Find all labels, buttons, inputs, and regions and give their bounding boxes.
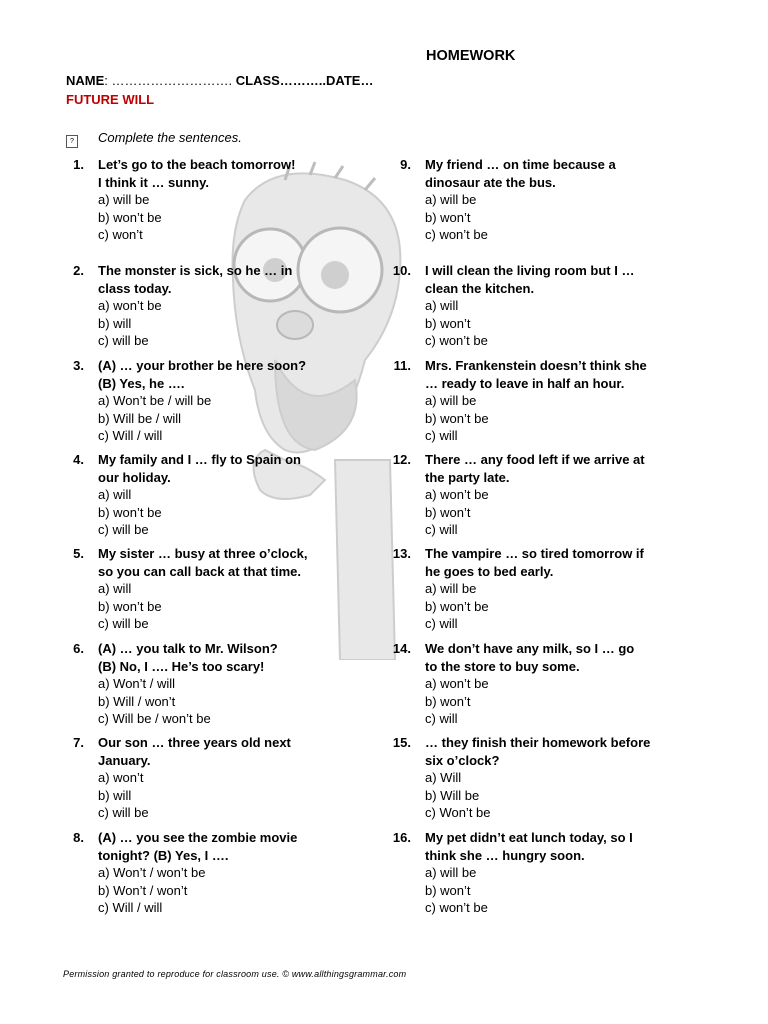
answer-option: b) won’t be — [425, 598, 489, 614]
answer-option: c) won’t — [98, 227, 143, 242]
answer-option: c) will be — [98, 333, 149, 348]
question-stem-line: I will clean the living room but I … — [425, 263, 635, 278]
question-stem-line: There … any food left if we arrive at — [425, 452, 645, 467]
answer-option: c) Won’t be — [425, 805, 491, 820]
answer-option: c) Will / will — [98, 428, 163, 443]
question-item — [73, 734, 328, 822]
question-stem-line: January. — [98, 752, 151, 768]
answer-option: a) will — [98, 581, 132, 596]
answer-option: b) won’t be — [98, 598, 162, 614]
answer-option: b) won’t be — [425, 410, 489, 426]
question-stem-line: the party late. — [425, 469, 510, 485]
question-stem-line: to the store to buy some. — [425, 658, 580, 674]
answer-option: c) will be — [98, 522, 149, 537]
question-stem-line: he goes to bed early. — [425, 563, 554, 579]
question-number: 4. — [73, 452, 84, 467]
question-number: 9. — [400, 157, 411, 172]
question-stem-line: class today. — [98, 280, 172, 296]
answer-option: c) won’t be — [425, 227, 488, 242]
answer-option: a) won’t be — [425, 487, 489, 502]
answer-option: b) won’t — [425, 882, 471, 898]
question-stem-line: (A) … you see the zombie movie — [98, 830, 298, 845]
question-stem-line: Let’s go to the beach tomorrow! — [98, 157, 296, 172]
answer-option: c) will — [425, 522, 458, 537]
question-stem-line: My family and I … fly to Spain on — [98, 452, 301, 467]
question-item — [73, 829, 328, 917]
question-stem-line: six o’clock? — [425, 752, 500, 768]
answer-option: b) Will be / will — [98, 410, 182, 426]
answer-option: b) will — [98, 315, 132, 331]
answer-option: a) will be — [425, 393, 477, 408]
checkbox-icon: ? — [66, 135, 78, 148]
question-stem-line: clean the kitchen. — [425, 280, 535, 296]
answer-option: a) will be — [425, 865, 477, 880]
question-item — [392, 545, 675, 633]
question-item — [393, 357, 675, 445]
answer-option: a) Will — [425, 770, 462, 785]
question-stem-line: (B) Yes, he …. — [98, 375, 185, 391]
question-item — [73, 262, 328, 350]
question-item — [400, 156, 675, 244]
question-stem-line: our holiday. — [98, 469, 171, 485]
question-stem-line: tonight? (B) Yes, I …. — [98, 847, 229, 863]
question-number: 7. — [73, 735, 84, 750]
instructions-text: Complete the sentences. — [98, 130, 242, 145]
name-class-date-line — [66, 73, 373, 88]
answer-option: a) won’t — [98, 770, 144, 785]
answer-option: a) Won’t / will — [98, 676, 176, 691]
question-stem-line: The vampire … so tired tomorrow if — [425, 546, 644, 561]
answer-option: c) will — [425, 428, 458, 443]
answer-option: b) Will be — [425, 787, 480, 803]
answer-option: a) Won’t be / will be — [98, 393, 212, 408]
question-item — [392, 262, 675, 350]
question-item — [392, 451, 675, 539]
instructions — [66, 130, 242, 148]
answer-option: c) will be — [98, 805, 149, 820]
answer-option: c) will — [425, 711, 458, 726]
answer-option: c) will — [425, 616, 458, 631]
question-item — [73, 357, 328, 445]
question-stem-line: (A) … you talk to Mr. Wilson? — [98, 641, 278, 656]
question-stem-line: … they finish their homework before — [425, 735, 651, 750]
question-stem-line: (B) No, I …. He’s too scary! — [98, 658, 265, 674]
footer-permission: Permission granted to reproduce for classroom use. © www.allthingsgrammar.com — [63, 969, 407, 979]
question-item — [392, 640, 675, 728]
answer-option: b) Will / won’t — [98, 693, 176, 709]
question-number: 13. — [392, 546, 411, 561]
question-number: 14. — [392, 641, 411, 656]
name-label: NAME — [66, 73, 105, 88]
answer-option: c) won’t be — [425, 333, 488, 348]
answer-option: c) Will be / won’t be — [98, 711, 211, 726]
answer-option: c) won’t be — [425, 900, 488, 915]
page-title: HOMEWORK — [426, 48, 516, 64]
answer-option: a) will — [98, 487, 132, 502]
question-number: 6. — [73, 641, 84, 656]
question-number: 15. — [392, 735, 411, 750]
answer-option: a) will — [425, 298, 459, 313]
question-stem-line: Mrs. Frankenstein doesn’t think she — [425, 358, 647, 373]
question-stem-line: think she … hungry soon. — [425, 847, 585, 863]
question-stem-line: We don’t have any milk, so I … go — [425, 641, 635, 656]
question-number: 12. — [392, 452, 411, 467]
answer-option: c) Will / will — [98, 900, 163, 915]
question-number: 16. — [392, 830, 411, 845]
question-number: 11. — [393, 358, 411, 373]
answer-option: a) will be — [98, 192, 150, 207]
question-number: 8. — [73, 830, 84, 845]
question-stem-line: Our son … three years old next — [98, 735, 291, 750]
answer-option: b) Won’t / won’t — [98, 882, 188, 898]
question-item — [73, 640, 328, 728]
answer-option: b) won’t be — [98, 504, 162, 520]
question-number: 5. — [73, 546, 84, 561]
answer-option: a) will be — [425, 192, 477, 207]
question-stem-line: … ready to leave in half an hour. — [425, 375, 625, 391]
question-stem-line: (A) … your brother be here soon? — [98, 358, 307, 373]
answer-option: b) won’t be — [98, 209, 162, 225]
question-number: 2. — [73, 263, 84, 278]
question-item — [392, 734, 675, 822]
question-stem-line: The monster is sick, so he … in — [98, 263, 293, 278]
answer-option: a) will be — [425, 581, 477, 596]
question-stem-line: My friend … on time because a — [425, 157, 616, 172]
question-number: 10. — [392, 263, 411, 278]
answer-option: b) won’t — [425, 315, 471, 331]
question-stem-line: My pet didn’t eat lunch today, so I — [425, 830, 633, 845]
answer-option: c) will be — [98, 616, 149, 631]
answer-option: b) won’t — [425, 693, 471, 709]
answer-option: a) Won’t / won’t be — [98, 865, 206, 880]
question-item — [392, 829, 675, 917]
question-stem-line: I think it … sunny. — [98, 174, 209, 190]
question-number: 1. — [73, 157, 84, 172]
question-number: 3. — [73, 358, 84, 373]
answer-option: b) won’t — [425, 504, 471, 520]
question-item — [73, 156, 328, 244]
name-dots: : ………………………. — [104, 73, 233, 88]
answer-option: a) won’t be — [425, 676, 489, 691]
question-item — [73, 545, 328, 633]
answer-option: b) won’t — [425, 209, 471, 225]
answer-option: a) won’t be — [98, 298, 162, 313]
question-stem-line: dinosaur ate the bus. — [425, 174, 556, 190]
topic-heading: FUTURE WILL — [66, 92, 155, 107]
class-date-label: CLASS………..DATE… — [232, 73, 374, 88]
question-stem-line: My sister … busy at three o’clock, — [98, 546, 308, 561]
question-stem-line: so you can call back at that time. — [98, 563, 302, 579]
answer-option: b) will — [98, 787, 132, 803]
question-item — [73, 451, 328, 539]
